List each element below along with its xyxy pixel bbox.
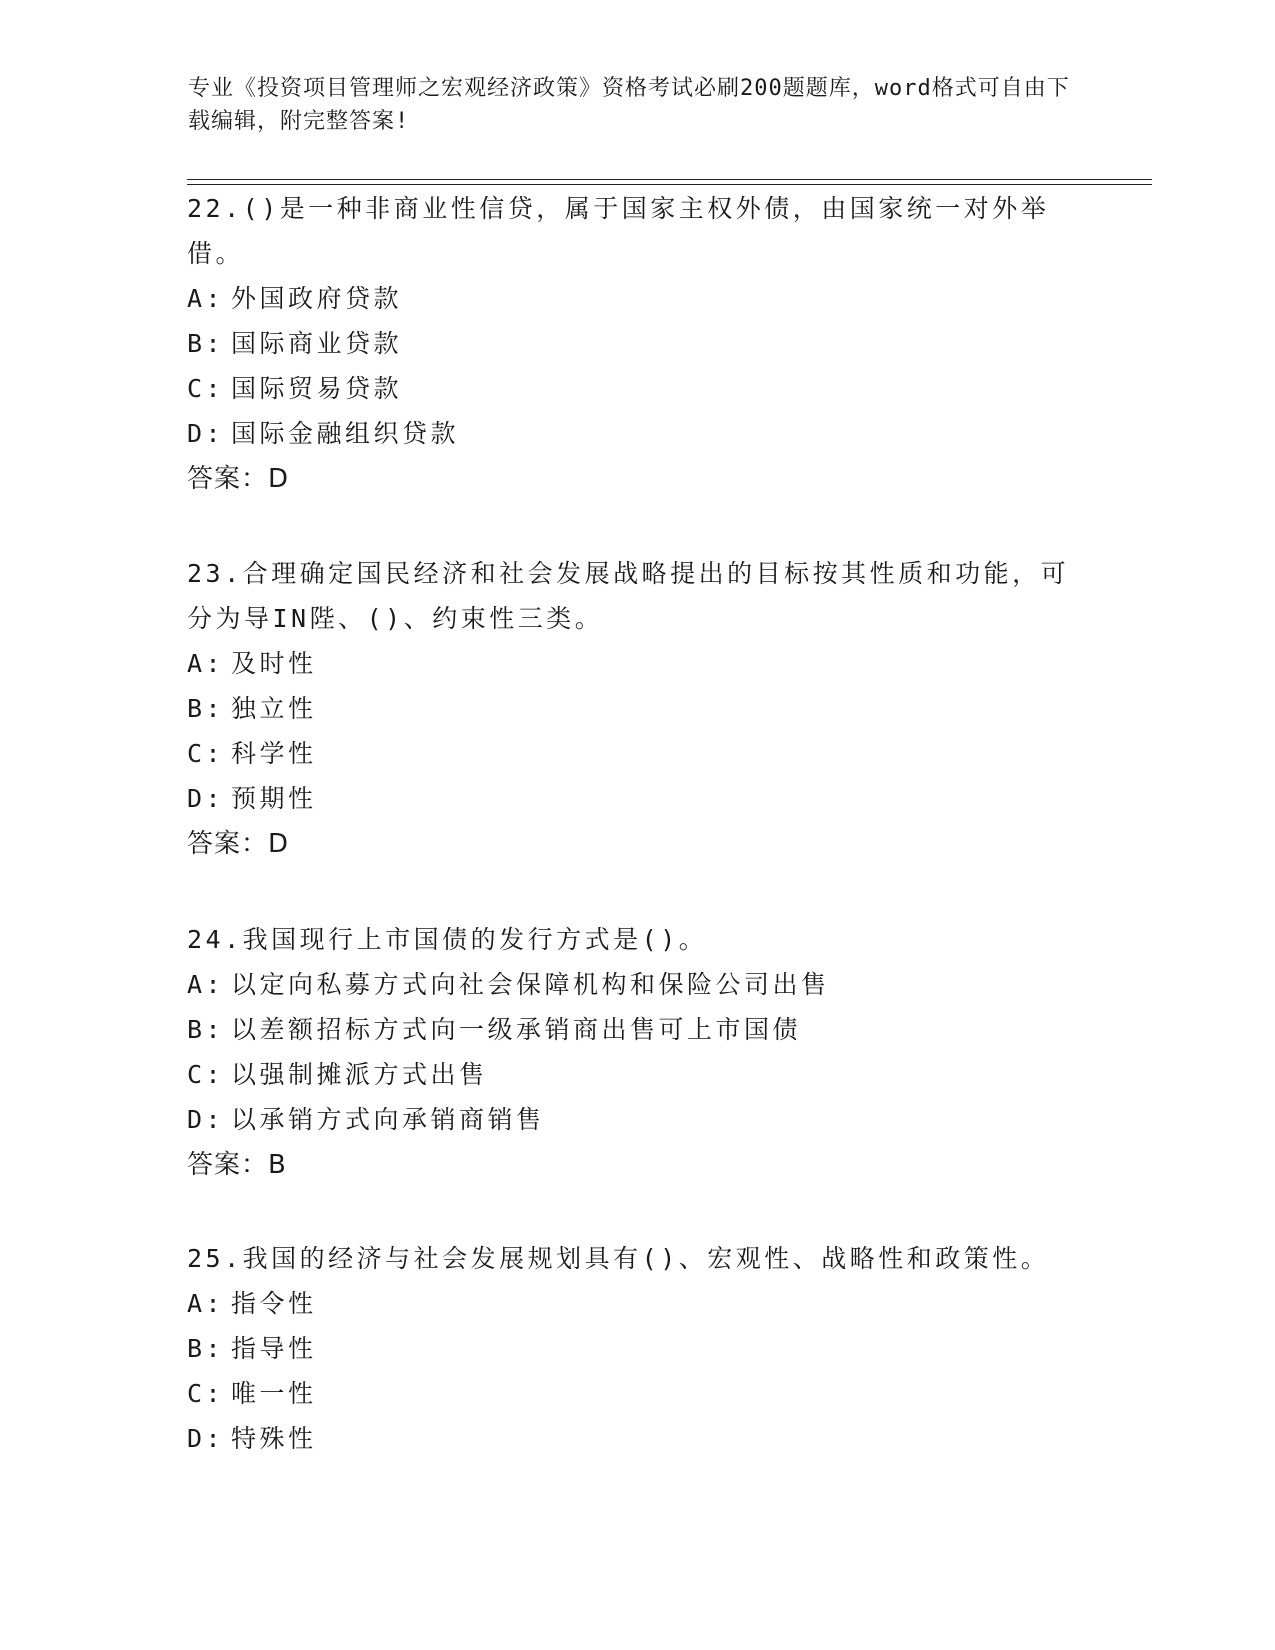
option-b: B: 指导性 — [187, 1334, 317, 1363]
option-d: D: 以承销方式向承销商销售 — [187, 1105, 545, 1134]
option-a: A: 指令性 — [187, 1289, 317, 1318]
option-b: B: 以差额招标方式向一级承销商出售可上市国债 — [187, 1015, 802, 1044]
option-d: D: 国际金融组织贷款 — [187, 419, 460, 448]
option-a: A: 及时性 — [187, 649, 317, 678]
answer-label: 答案：B — [187, 1150, 287, 1180]
option-d: D: 特殊性 — [187, 1424, 317, 1453]
header-divider-bottom — [187, 184, 1152, 185]
option-d: D: 预期性 — [187, 784, 317, 813]
option-c: C: 国际贸易贷款 — [187, 374, 403, 403]
header-divider-top — [187, 179, 1152, 180]
question-stem: 22.()是一种非商业性信贷，属于国家主权外债，由国家统一对外举借。 — [187, 194, 1050, 268]
question-stem: 23.合理确定国民经济和社会发展战略提出的目标按其性质和功能，可分为导IN陛、()、约束性三类。 — [187, 559, 1070, 633]
option-a: A: 外国政府贷款 — [187, 284, 403, 313]
option-a: A: 以定向私募方式向社会保障机构和保险公司出售 — [187, 970, 830, 999]
answer-label: 答案：D — [187, 464, 290, 494]
question-22 — [187, 186, 1087, 502]
option-c: C: 以强制摊派方式出售 — [187, 1060, 488, 1089]
option-c: C: 科学性 — [187, 739, 317, 768]
option-b: B: 独立性 — [187, 694, 317, 723]
option-b: B: 国际商业贷款 — [187, 329, 403, 358]
question-stem: 24.我国现行上市国债的发行方式是()。 — [187, 925, 708, 954]
question-stem: 25.我国的经济与社会发展规划具有()、宏观性、战略性和政策性。 — [187, 1244, 1050, 1273]
question-25 — [187, 1236, 1087, 1461]
answer-label: 答案：D — [187, 829, 290, 859]
question-23 — [187, 551, 1087, 867]
document-header: 专业《投资项目管理师之宏观经济政策》资格考试必刷200题题库，word格式可自由下载编辑，附完整答案! — [188, 76, 1070, 134]
question-24 — [187, 917, 1087, 1188]
option-c: C: 唯一性 — [187, 1379, 317, 1408]
